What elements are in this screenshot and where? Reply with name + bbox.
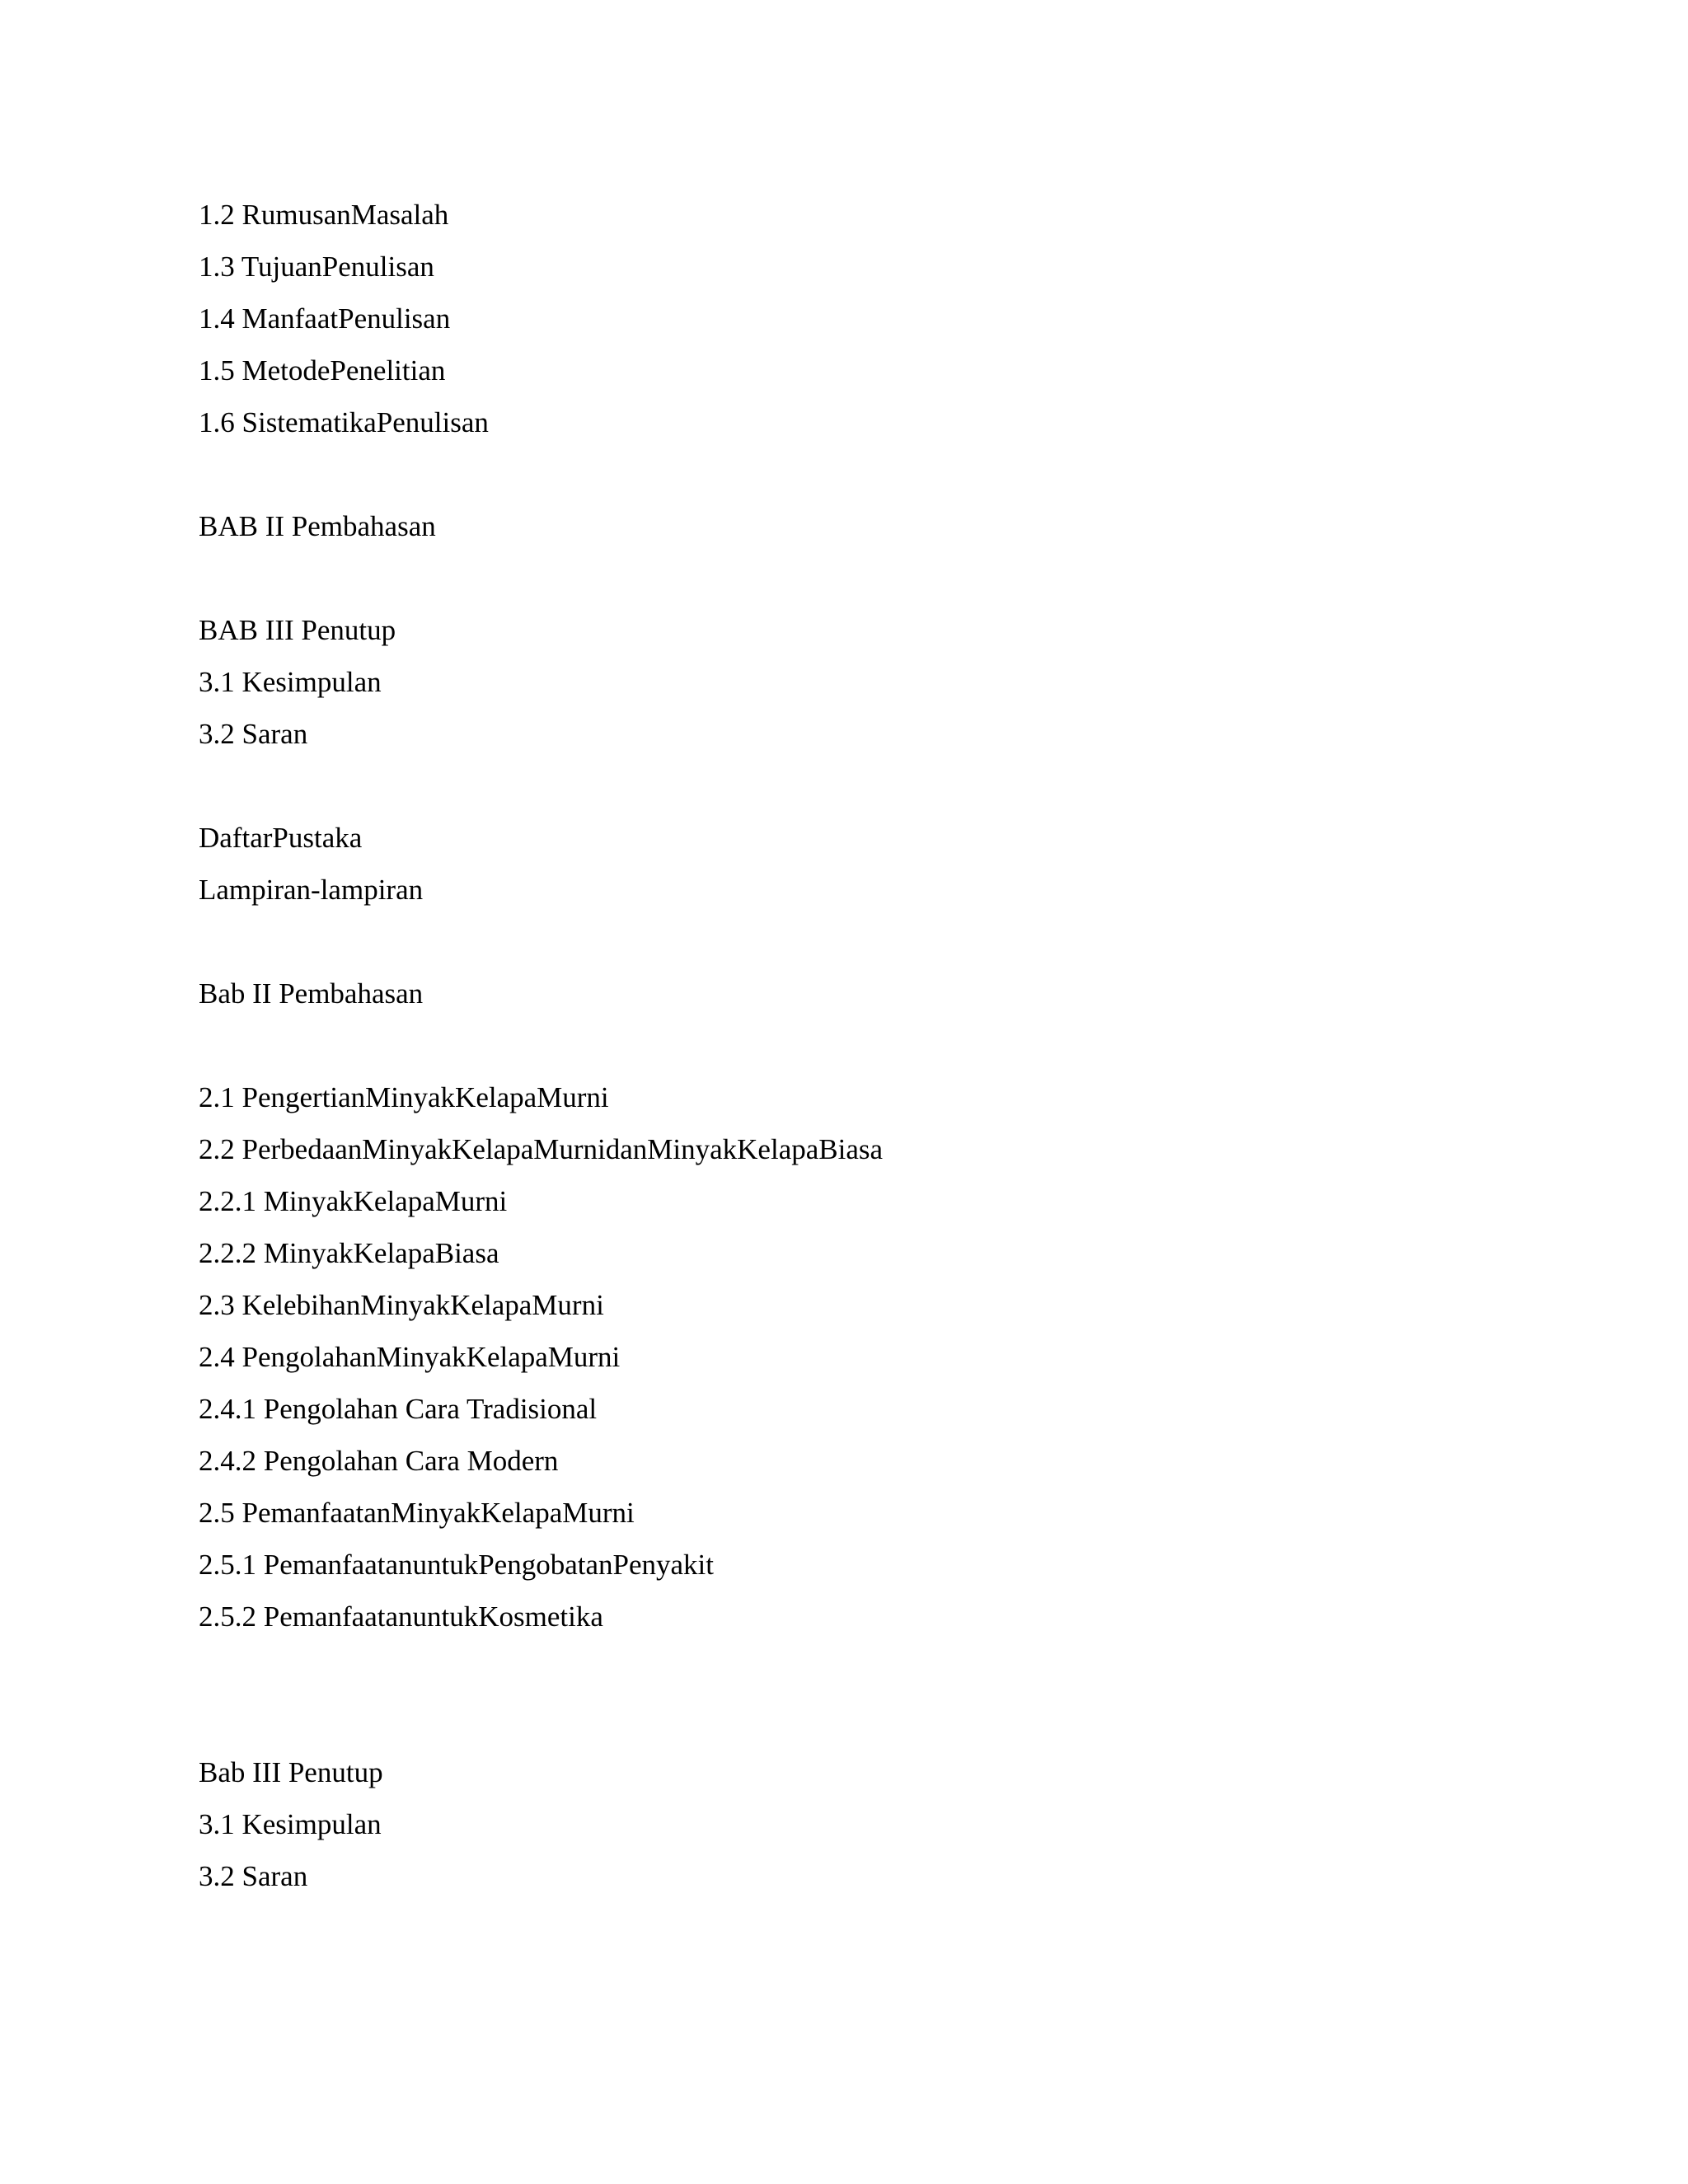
toc-line: 2.5 PemanfaatanMinyakKelapaMurni <box>199 1497 635 1529</box>
toc-line: 1.3 TujuanPenulisan <box>199 251 434 283</box>
toc-line: 3.2 Saran <box>199 1860 308 1892</box>
chapter-heading: BAB III Penutup <box>199 614 396 646</box>
toc-line: 3.1 Kesimpulan <box>199 666 382 698</box>
toc-line: 1.5 MetodePenelitian <box>199 354 446 387</box>
toc-line: 1.6 SistematikaPenulisan <box>199 406 489 438</box>
toc-line: 3.2 Saran <box>199 718 308 750</box>
toc-line: 2.5.2 PemanfaatanuntukKosmetika <box>199 1601 603 1633</box>
toc-line: 1.4 ManfaatPenulisan <box>199 302 451 335</box>
toc-line: 2.1 PengertianMinyakKelapaMurni <box>199 1081 609 1113</box>
toc-line: DaftarPustaka <box>199 822 363 854</box>
toc-line: 1.2 RumusanMasalah <box>199 199 449 231</box>
toc-line: Lampiran-lampiran <box>199 874 424 906</box>
toc-line: 2.4.2 Pengolahan Cara Modern <box>199 1445 559 1477</box>
chapter-heading: BAB II Pembahasan <box>199 510 436 542</box>
chapter-title: Bab III Penutup <box>199 1756 383 1788</box>
toc-line: 2.2.1 MinyakKelapaMurni <box>199 1185 508 1217</box>
toc-line: 2.3 KelebihanMinyakKelapaMurni <box>199 1289 604 1321</box>
toc-line: 2.5.1 PemanfaatanuntukPengobatanPenyakit <box>199 1549 714 1581</box>
toc-line: 2.2.2 MinyakKelapaBiasa <box>199 1237 499 1269</box>
toc-line: 2.4.1 Pengolahan Cara Tradisional <box>199 1393 598 1425</box>
toc-line: 2.2 PerbedaanMinyakKelapaMurnidanMinyakKelapaBiasa <box>199 1133 884 1165</box>
toc-line: 2.4 PengolahanMinyakKelapaMurni <box>199 1341 621 1373</box>
toc-line: 3.1 Kesimpulan <box>199 1808 382 1840</box>
chapter-title: Bab II Pembahasan <box>199 977 424 1010</box>
